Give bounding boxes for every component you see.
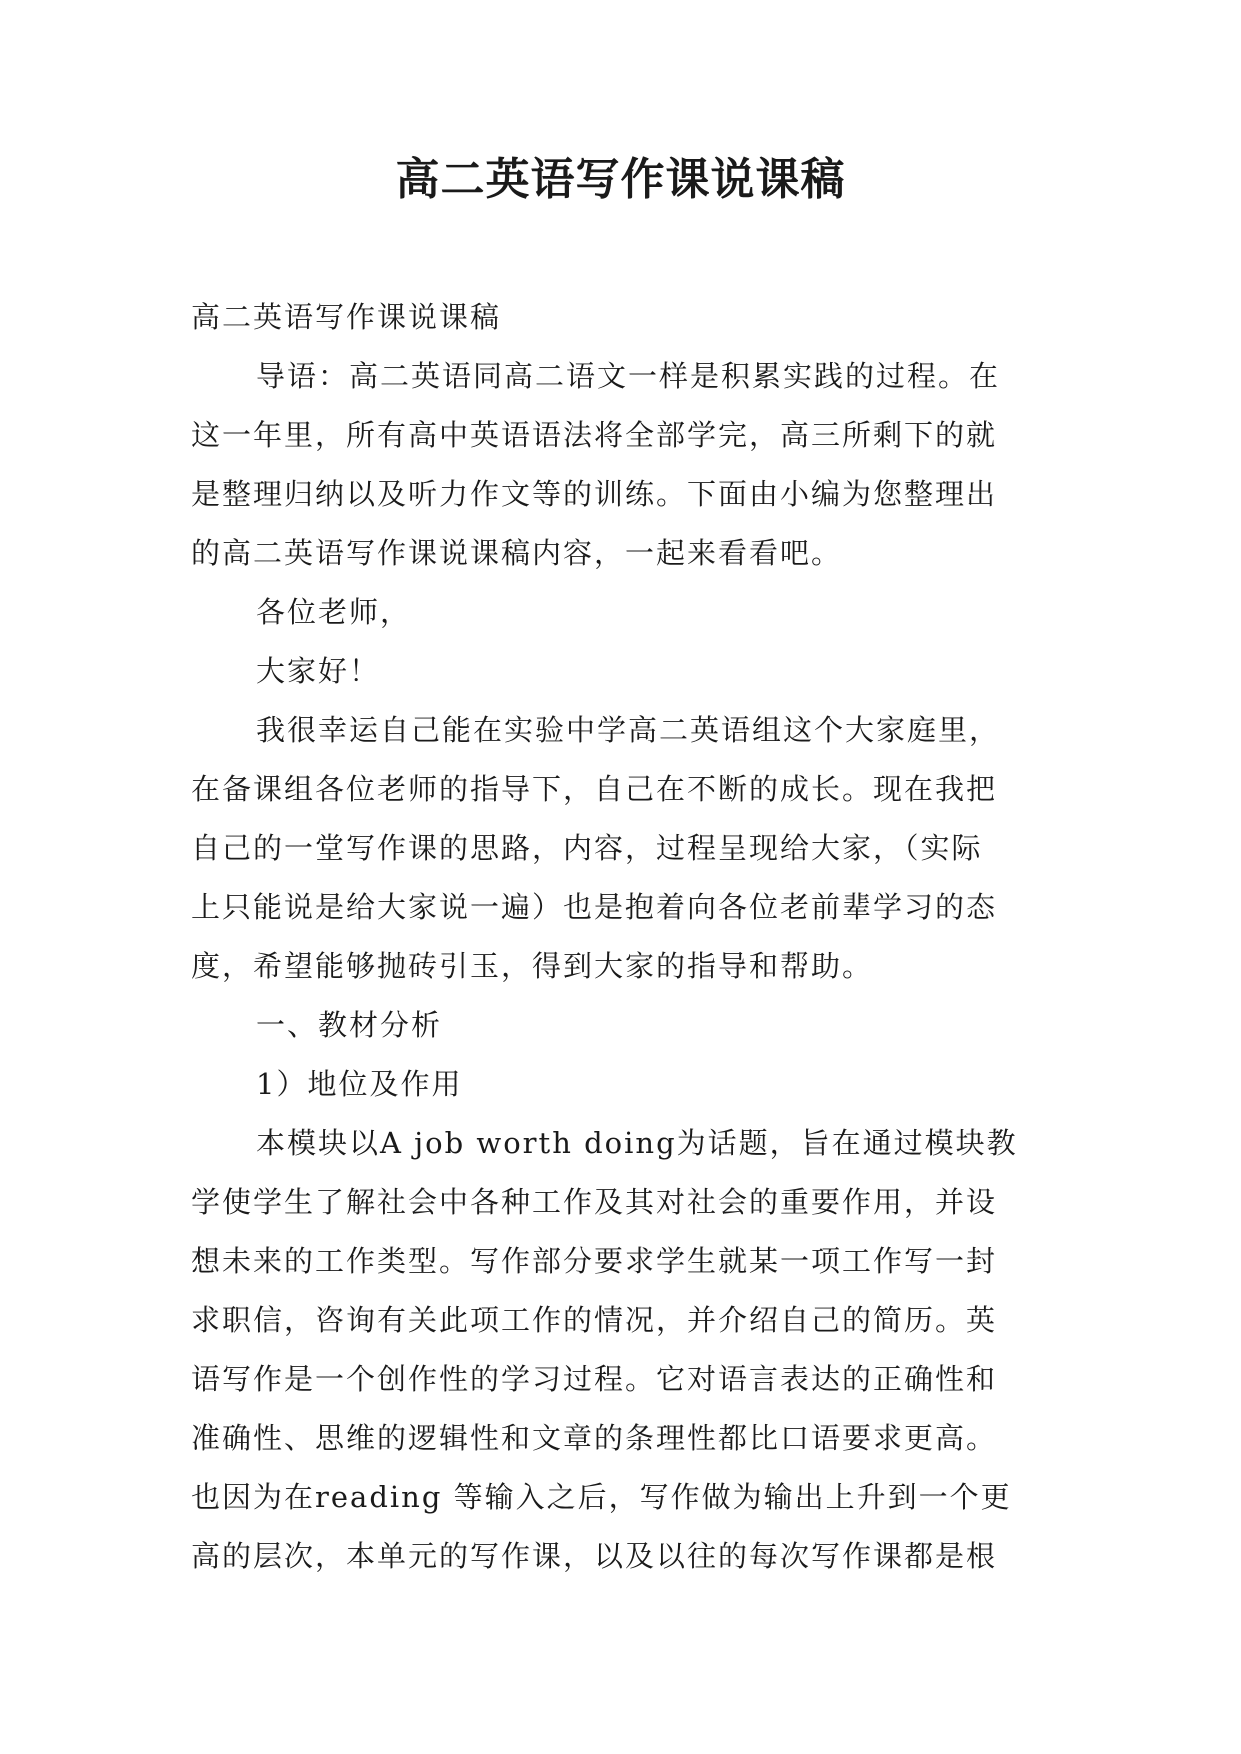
- text-line: 1）地位及作用: [256, 1067, 463, 1101]
- text-line: 的高二英语写作课说课稿内容，一起来看看吧。: [191, 536, 843, 570]
- text-line: 准确性、思维的逻辑性和文章的条理性都比口语要求更高。: [191, 1421, 998, 1455]
- text-line: 这一年里，所有高中英语语法将全部学完，高三所剩下的就: [191, 418, 998, 452]
- text-line: 也因为在reading 等输入之后，写作做为输出上升到一个更: [191, 1480, 1012, 1514]
- text-line: 本模块以A job worth doing为话题，旨在通过模块教: [256, 1126, 1018, 1160]
- text-line: 我很幸运自己能在实验中学高二英语组这个大家庭里，: [256, 713, 1001, 747]
- document-body: [191, 288, 1061, 1586]
- text-line: 度，希望能够抛砖引玉，得到大家的指导和帮助。: [191, 949, 874, 983]
- text-line: 高的层次，本单元的写作课，以及以往的每次写作课都是根: [191, 1539, 998, 1573]
- text-line: 各位老师，: [256, 595, 412, 629]
- text-line: 语写作是一个创作性的学习过程。它对语言表达的正确性和: [191, 1362, 998, 1396]
- text-line: 求职信，咨询有关此项工作的情况，并介绍自己的简历。英: [191, 1303, 998, 1337]
- text-line: 想未来的工作类型。写作部分要求学生就某一项工作写一封: [191, 1244, 998, 1278]
- text-line: 大家好！: [256, 654, 381, 688]
- text-line: 一、教材分析: [256, 1008, 443, 1042]
- text-line: 高二英语写作课说课稿: [191, 300, 502, 334]
- text-line: 学使学生了解社会中各种工作及其对社会的重要作用，并设: [191, 1185, 998, 1219]
- text-line: 导语：高二英语同高二语文一样是积累实践的过程。在: [256, 359, 1001, 393]
- document-title: 高二英语写作课说课稿: [395, 154, 846, 205]
- text-line: 上只能说是给大家说一遍）也是抱着向各位老前辈学习的态: [191, 890, 998, 924]
- text-line: 自己的一堂写作课的思路，内容，过程呈现给大家，（实际: [191, 831, 983, 865]
- text-line: 是整理归纳以及听力作文等的训练。下面由小编为您整理出: [191, 477, 998, 511]
- text-line: 在备课组各位老师的指导下，自己在不断的成长。现在我把: [191, 772, 998, 806]
